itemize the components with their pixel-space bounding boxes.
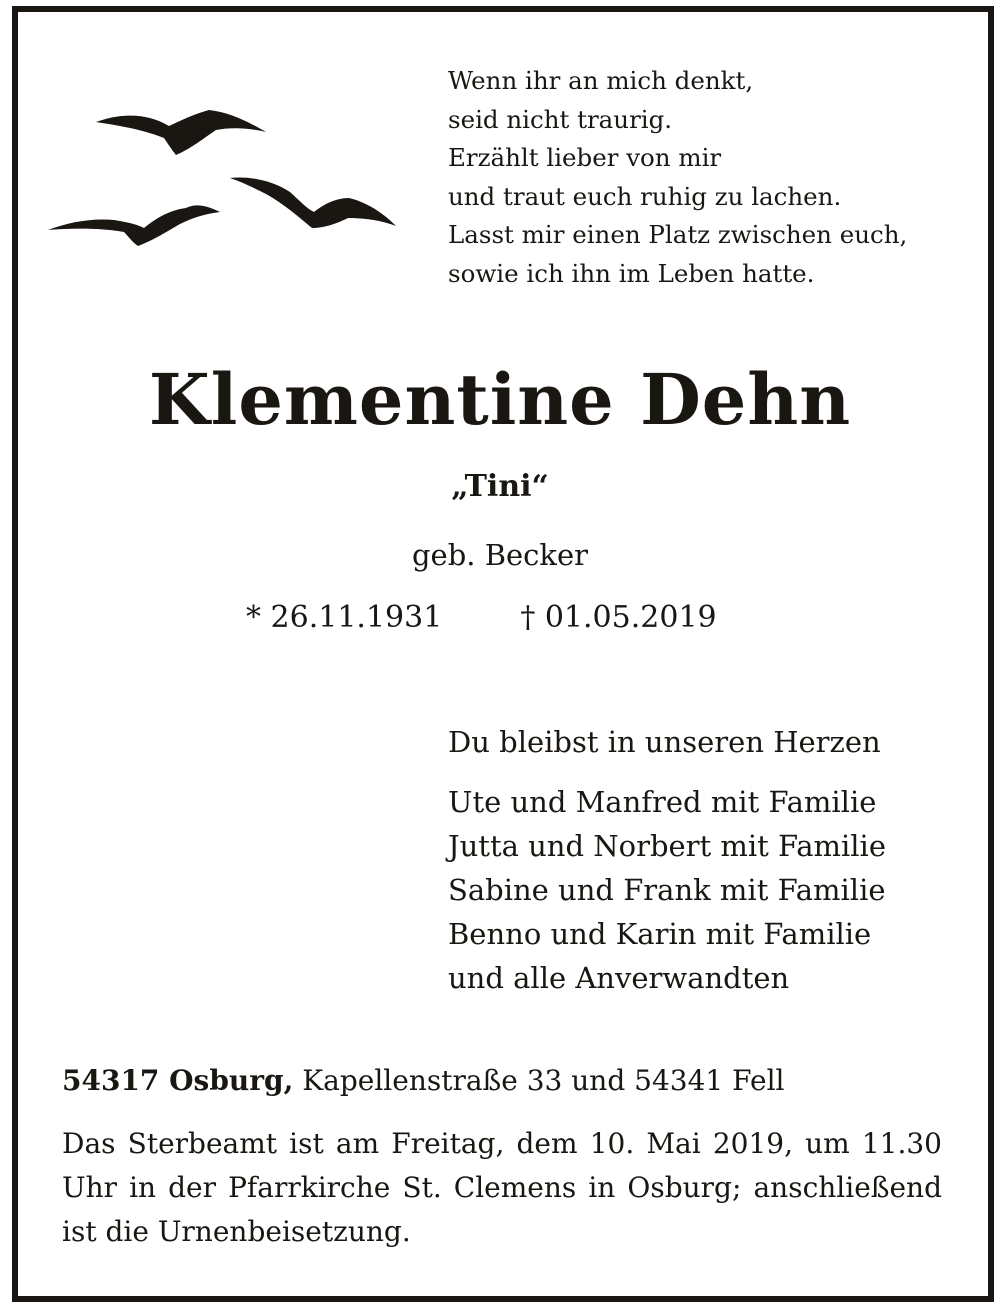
- deceased-name: Klementine Dehn: [148, 358, 852, 441]
- mourner-entry: Ute und Manfred mit Familie: [448, 785, 877, 819]
- address-rest: Kapellenstraße 33 und 54341 Fell: [293, 1064, 785, 1097]
- life-dates: [246, 597, 717, 639]
- address-place: 54317 Osburg,: [62, 1064, 294, 1097]
- address: [62, 1061, 785, 1101]
- poem-line: seid nicht traurig.: [448, 104, 673, 134]
- deceased-birth-name: geb. Becker: [411, 538, 589, 572]
- mourner-entry: Sabine und Frank mit Familie: [448, 873, 886, 907]
- bird-top: [96, 110, 266, 155]
- service-notice: Das Sterbeamt ist am Freitag, dem 10. Mai 2019, um 11.30 Uhr in der Pfarrkirche St. Clemens in Osburg; anschließend ist die Urnenbeisetzung.: [62, 1127, 942, 1248]
- poem-line: Wenn ihr an mich denkt,: [448, 66, 754, 95]
- bird-right: [230, 178, 396, 228]
- mourner-entry: Benno und Karin mit Familie: [448, 917, 872, 951]
- mourner-entry: Jutta und Norbert mit Familie: [448, 829, 886, 863]
- poem-line: Lasst mir einen Platz zwischen euch,: [448, 220, 908, 250]
- birth-date: * 26.11.1931: [246, 600, 443, 635]
- deceased-nickname: „Tini“: [451, 469, 549, 504]
- poem-line: sowie ich ihn im Leben hatte.: [448, 258, 815, 288]
- poem-line: Erzählt lieber von mir: [448, 143, 722, 173]
- birds-icon: [44, 100, 404, 260]
- bird-left: [48, 205, 220, 246]
- mourner-entry: und alle Anverwandten: [448, 961, 790, 995]
- poem-line: und traut euch ruhig zu lachen.: [448, 181, 842, 211]
- death-date: † 01.05.2019: [520, 600, 717, 635]
- poem: [448, 62, 907, 294]
- motto: Du bleibst in unseren Herzen: [448, 725, 881, 759]
- mourners-list: [448, 780, 886, 1000]
